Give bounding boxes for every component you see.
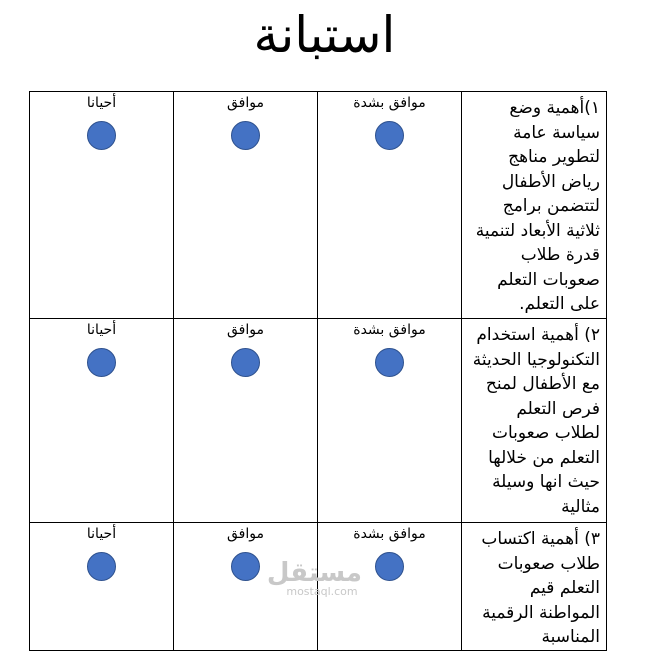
question-text-2: ٢) أهمية استخدام التكنولوجيا الحديثة مع الأطفال لمنح فرص التعلم لطلاب صعوبات التعلم من خلالها حيث انها وسيلة مثالية [462, 319, 607, 523]
radio-strongly-agree-q2[interactable] [375, 348, 404, 377]
radio-strongly-agree-q1[interactable] [375, 121, 404, 150]
watermark-logo-latin: mostaql.com [286, 585, 358, 598]
option-cell-sometimes [30, 523, 174, 651]
option-label-agree: موافق [227, 95, 264, 111]
option-label-agree: موافق [227, 526, 264, 542]
option-label-strongly-agree: موافق بشدة [353, 95, 426, 111]
radio-strongly-agree-q3[interactable] [375, 552, 404, 581]
question-text-1: ١)أهمية وضع سياسة عامة لتطوير مناهج رياض الأطفال لتتضمن برامج ثلاثية الأبعاد لتنمية قدرة طلاب صعوبات التعلم على التعلم. [462, 92, 607, 319]
question-row [30, 92, 607, 319]
option-label-strongly-agree: موافق بشدة [353, 526, 426, 542]
option-cell-strongly-agree [318, 319, 462, 523]
option-label-sometimes: أحيانا [86, 322, 117, 338]
radio-agree-q2[interactable] [231, 348, 260, 377]
radio-sometimes-q2[interactable] [87, 348, 116, 377]
option-cell-agree [174, 92, 318, 319]
option-cell-agree [174, 319, 318, 523]
radio-agree-q3[interactable] [231, 552, 260, 581]
page-title: استبانة [253, 6, 396, 64]
option-label-strongly-agree: موافق بشدة [353, 322, 426, 338]
watermark-logo-arabic: مستقل [266, 558, 362, 588]
watermark [266, 558, 362, 598]
question-text-3: ٣) أهمية اكتساب طلاب صعوبات التعلم قيم المواطنة الرقمية المناسبة [462, 523, 607, 651]
radio-sometimes-q3[interactable] [87, 552, 116, 581]
option-cell-strongly-agree [318, 92, 462, 319]
question-row [30, 319, 607, 523]
option-label-sometimes: أحيانا [86, 95, 117, 111]
radio-sometimes-q1[interactable] [87, 121, 116, 150]
radio-agree-q1[interactable] [231, 121, 260, 150]
option-label-sometimes: أحيانا [86, 526, 117, 542]
option-label-agree: موافق [227, 322, 264, 338]
option-cell-sometimes [30, 92, 174, 319]
option-cell-sometimes [30, 319, 174, 523]
